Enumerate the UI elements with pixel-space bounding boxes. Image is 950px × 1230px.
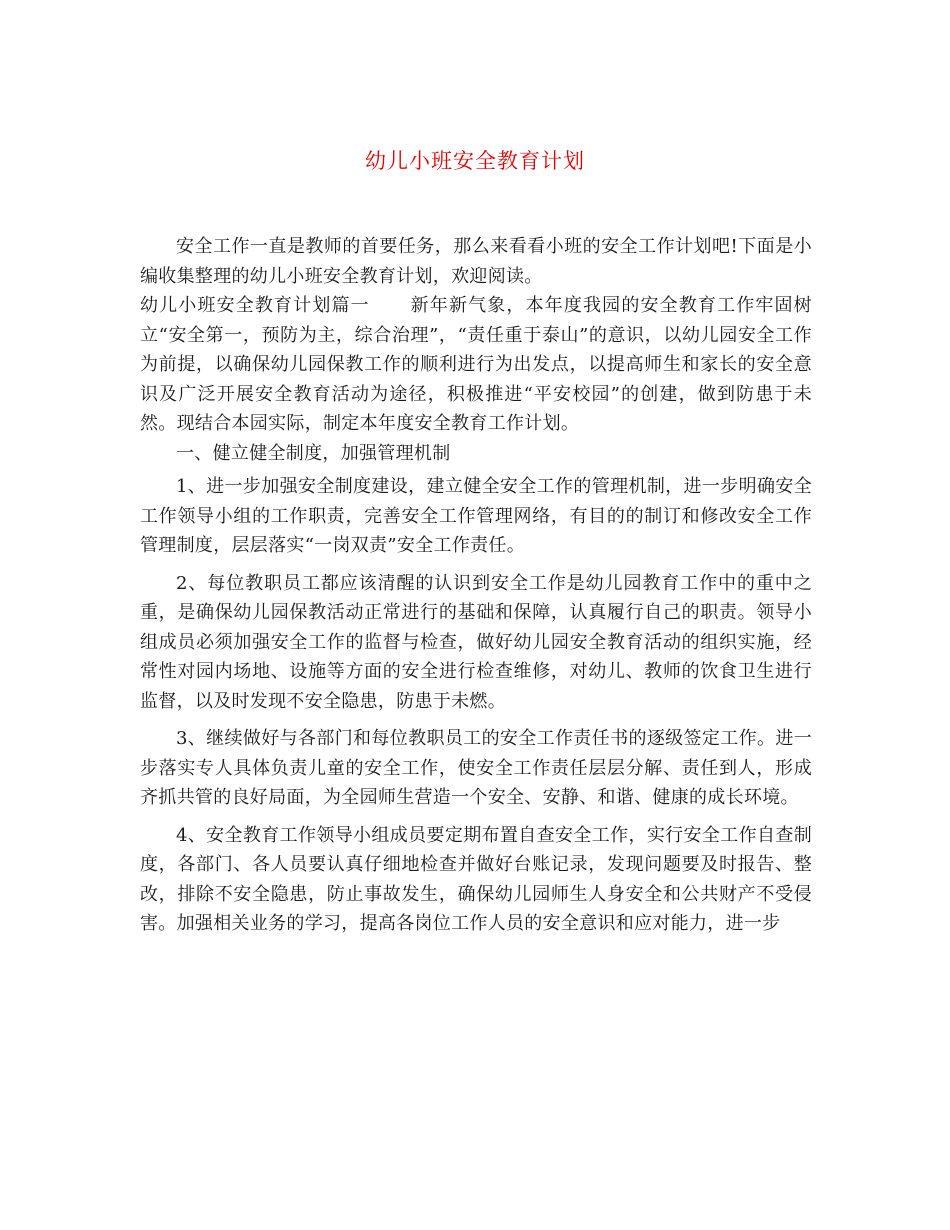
item-3: 3、继续做好与各部门和每位教职员工的安全工作责任书的逐级签定工作。进一步落实专人具体负责儿童的安全工作，使安全工作责任层层分解、责任到人，形成齐抓共管的良好局面，为全园师生营造一个安全、安静、和谐、健康的成长环境。 bbox=[140, 728, 812, 808]
heading-1: 一、健立健全制度，加强管理机制 bbox=[176, 442, 451, 464]
item-4: 4、安全教育工作领导小组成员要定期布置自查安全工作，实行安全工作自查制度，各部门、各人员要认真仔细地检查并做好台账记录，发现问题要及时报告、整改，排除不安全隐患，防止事故发生，确保幼儿园师生人身安全和公共财产不受侵害。加强相关业务的学习，提高各岗位工作人员的安全意识和应对能力，进一步 bbox=[140, 824, 812, 934]
section-label: 幼儿小班安全教育计划篇一 bbox=[140, 295, 370, 316]
item-2: 2、每位教职员工都应该清醒的认识到安全工作是幼儿园教育工作中的重中之重，是确保幼儿园保教活动正常进行的基础和保障，认真履行自己的职责。领导小组成员必须加强安全工作的监督与检查，做好幼儿园安全教育活动的组织实施，经常性对园内场地、设施等方面的安全进行检查维修，对幼儿、教师的饮食卫生进行监督，以及时发现不安全隐患，防患于未燃。 bbox=[140, 572, 812, 712]
section-text: 新年新气象，本年度我园的安全教育工作牢固树立“安全第一，预防为主，综合治理”，“责任重于泰山”的意识，以幼儿园安全工作为前提，以确保幼儿园保教工作的顺利进行为出发点，以提高师生和家长的安全意识及广泛开展安全教育活动为途径，积极推进“平安校园”的创建，做到防患于未然。现结合本园实际，制定本年度安全教育工作计划。 bbox=[140, 295, 812, 434]
document-body bbox=[140, 232, 812, 939]
item-1: 1、进一步加强安全制度建设，建立健全安全工作的管理机制，进一步明确安全工作领导小组的工作职责，完善安全工作管理网络，有目的的制订和修改安全工作管理制度，层层落实“一岗双责”安全工作责任。 bbox=[140, 476, 812, 556]
document-title: 幼儿小班安全教育计划 bbox=[365, 149, 585, 173]
intro-paragraph: 安全工作一直是教师的首要任务，那么来看看小班的安全工作计划吧!下面是小编收集整理的幼儿小班安全教育计划，欢迎阅读。 bbox=[140, 236, 812, 287]
section-paragraph bbox=[140, 291, 812, 439]
